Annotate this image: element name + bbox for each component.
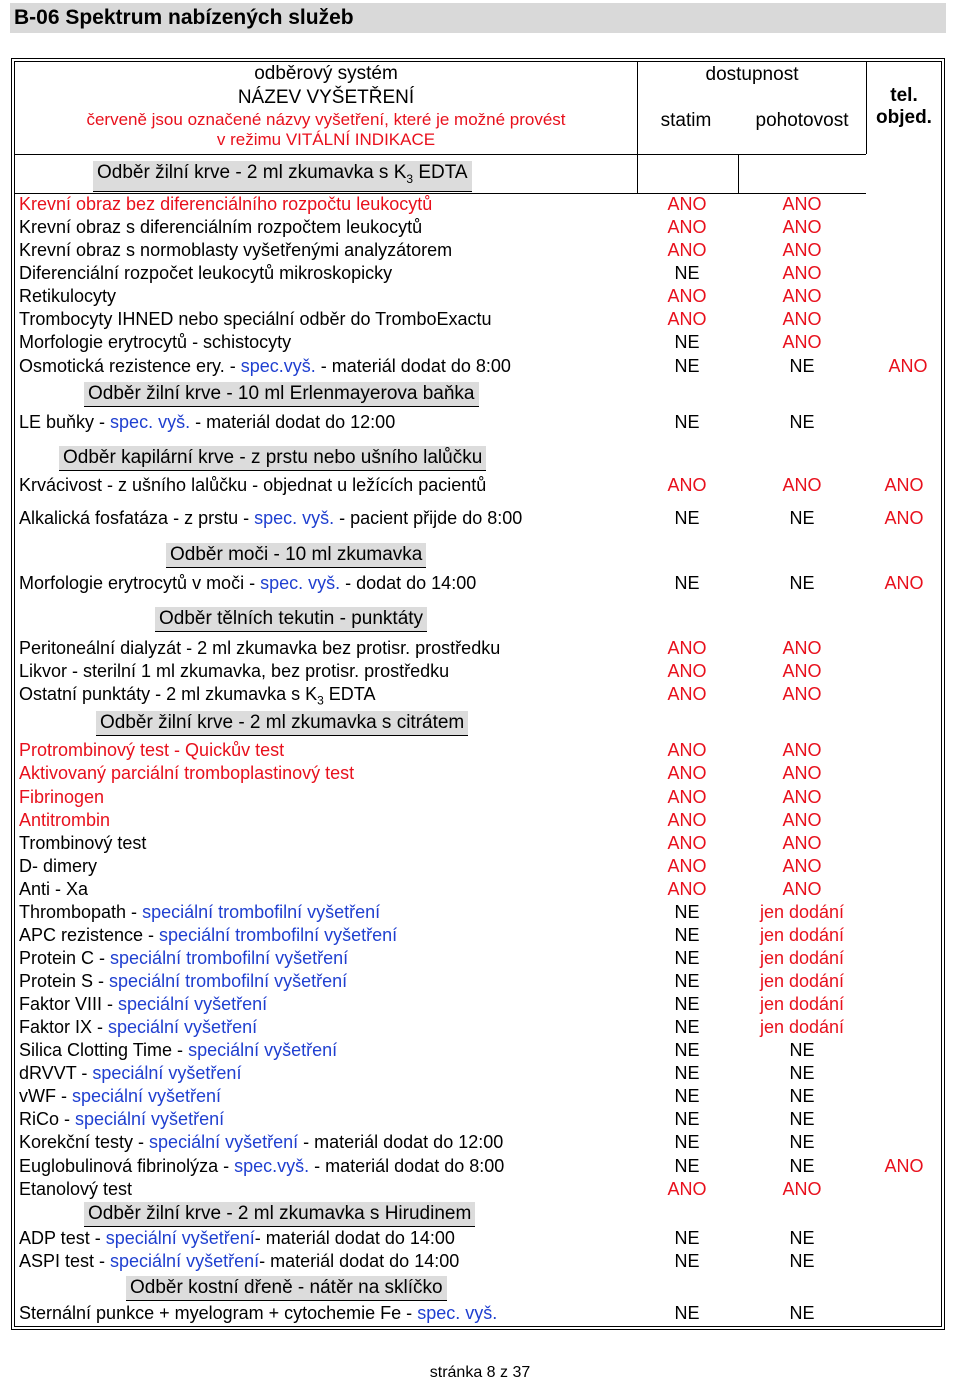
pohotovost-value: ANO	[782, 286, 822, 306]
test-name: Protein S - speciální trombofilní vyšetření	[19, 971, 348, 991]
test-name: APC rezistence - speciální trombofilní vyšetření	[19, 925, 398, 945]
pohotovost-value: ANO	[782, 263, 822, 283]
pohotovost-value: ANO	[782, 763, 822, 783]
pohotovost-value: ANO	[782, 740, 822, 760]
test-name: Protein C - speciální trombofilní vyšetření	[19, 948, 349, 968]
pohotovost-value: NE	[789, 1063, 815, 1083]
test-name: Antitrombin	[19, 810, 111, 830]
header-note: červeně jsou označené názvy vyšetření, které je možné provést	[86, 110, 566, 129]
pohotovost-value: ANO	[782, 879, 822, 899]
pohotovost-value: NE	[789, 1228, 815, 1248]
statim-value: ANO	[667, 194, 707, 214]
test-name: dRVVT - speciální vyšetření	[19, 1063, 242, 1083]
pohotovost-value: ANO	[782, 332, 822, 352]
test-name: LE buňky - spec. vyš. - materiál dodat do 12:00	[19, 412, 396, 432]
test-name: Faktor IX - speciální vyšetření	[19, 1017, 258, 1037]
pohotovost-value: NE	[789, 1132, 815, 1152]
statim-value: NE	[674, 332, 700, 352]
header-note-2: v režimu VITÁLNÍ INDIKACE	[216, 130, 436, 149]
test-name: Sternální punkce + myelogram + cytochemie Fe - spec. vyš.	[19, 1303, 498, 1323]
section-heading-citrat: Odběr žilní krve - 2 ml zkumavka s citrátem	[96, 711, 468, 736]
pohotovost-value: ANO	[782, 194, 822, 214]
pohotovost-value: NE	[789, 1086, 815, 1106]
test-name: Thrombopath - speciální trombofilní vyšetření	[19, 902, 381, 922]
statim-value: ANO	[667, 309, 707, 329]
test-name: Anti - Xa	[19, 879, 89, 899]
statim-value: NE	[674, 1017, 700, 1037]
test-name: Etanolový test	[19, 1179, 133, 1199]
header-name: NÁZEV VYŠETŘENÍ	[237, 87, 415, 108]
pohotovost-value: ANO	[782, 833, 822, 853]
statim-value: NE	[674, 1251, 700, 1271]
test-name: Protrombinový test - Quickův test	[19, 740, 285, 760]
pohotovost-value: ANO	[782, 810, 822, 830]
statim-value: NE	[674, 994, 700, 1014]
test-name: Osmotická rezistence ery. - spec.vyš. - materiál dodat do 8:00	[19, 356, 511, 376]
statim-value: ANO	[667, 763, 707, 783]
pohotovost-value: jen dodání	[759, 994, 845, 1014]
statim-value: ANO	[667, 879, 707, 899]
pohotovost-value: NE	[789, 508, 815, 528]
pohotovost-value: ANO	[782, 309, 822, 329]
pohotovost-value: ANO	[782, 475, 822, 495]
pohotovost-value: NE	[789, 1251, 815, 1271]
statim-value: NE	[674, 925, 700, 945]
test-name: ADP test - speciální vyšetření- materiál dodat do 14:00	[19, 1228, 455, 1248]
statim-value: NE	[674, 263, 700, 283]
test-name: vWF - speciální vyšetření	[19, 1086, 222, 1106]
tel-objed-value: ANO	[884, 1156, 924, 1176]
statim-value: ANO	[667, 286, 707, 306]
pohotovost-value: ANO	[782, 1179, 822, 1199]
header-dostupnost: dostupnost	[705, 64, 799, 85]
pohotovost-value: ANO	[782, 661, 822, 681]
header-pohotovost: pohotovost	[755, 110, 849, 131]
statim-value: ANO	[667, 661, 707, 681]
test-name: RiCo - speciální vyšetření	[19, 1109, 225, 1129]
statim-value: NE	[674, 1156, 700, 1176]
pohotovost-value: NE	[789, 573, 815, 593]
test-name: Krvácivost - z ušního lalůčku - objednat u ležících pacientů	[19, 475, 487, 495]
tel-objed-value: ANO	[884, 508, 924, 528]
test-name: D- dimery	[19, 856, 98, 876]
test-name: Korekční testy - speciální vyšetření - materiál dodat do 12:00	[19, 1132, 504, 1152]
pohotovost-value: jen dodání	[759, 948, 845, 968]
test-name: Trombinový test	[19, 833, 147, 853]
pohotovost-value: NE	[789, 412, 815, 432]
section-heading-kapilarni: Odběr kapilární krve - z prstu nebo ušního lalůčku	[59, 446, 486, 471]
tel-objed-value: ANO	[884, 573, 924, 593]
header-objed: objed.	[876, 107, 932, 128]
test-name: Diferenciální rozpočet leukocytů mikroskopicky	[19, 263, 393, 283]
pohotovost-value: ANO	[782, 787, 822, 807]
test-name: Krevní obraz bez diferenciálního rozpočtu leukocytů	[19, 194, 433, 214]
section-heading-erlenmayer: Odběr žilní krve - 10 ml Erlenmayerova baňka	[84, 382, 479, 407]
section-heading-moc: Odběr moči - 10 ml zkumavka	[166, 543, 426, 568]
section-heading-kostni-dren: Odběr kostní dřeně - nátěr na sklíčko	[126, 1276, 447, 1301]
page-title: B-06 Spektrum nabízených služeb	[10, 3, 946, 33]
pohotovost-value: NE	[789, 1109, 815, 1129]
tel-objed-value: ANO	[888, 356, 928, 376]
pohotovost-value: NE	[789, 1156, 815, 1176]
section-heading-edta: Odběr žilní krve - 2 ml zkumavka s $K_3$ EDTA	[93, 161, 472, 192]
pohotovost-value: ANO	[782, 856, 822, 876]
statim-value: NE	[674, 508, 700, 528]
test-name: Alkalická fosfatáza - z prstu - spec. vyš. - pacient přijde do 8:00	[19, 508, 523, 528]
statim-value: ANO	[667, 787, 707, 807]
statim-value: NE	[674, 1063, 700, 1083]
test-name: Peritoneální dialyzát - 2 ml zkumavka bez protisr. prostředku	[19, 638, 501, 658]
test-name: Silica Clotting Time - speciální vyšetření	[19, 1040, 338, 1060]
statim-value: ANO	[667, 475, 707, 495]
statim-value: NE	[674, 1132, 700, 1152]
pohotovost-value: jen dodání	[759, 1017, 845, 1037]
test-name: Morfologie erytrocytů v moči - spec. vyš. - dodat do 14:00	[19, 573, 477, 593]
statim-value: NE	[674, 971, 700, 991]
test-name: Krevní obraz s diferenciálním rozpočtem leukocytů	[19, 217, 423, 237]
statim-value: NE	[674, 902, 700, 922]
statim-value: NE	[674, 1040, 700, 1060]
statim-value: NE	[674, 1086, 700, 1106]
pohotovost-value: NE	[789, 356, 815, 376]
statim-value: NE	[674, 356, 700, 376]
statim-value: NE	[674, 1228, 700, 1248]
header-tel: tel.	[890, 85, 918, 106]
test-name: Faktor VIII - speciální vyšetření	[19, 994, 268, 1014]
pohotovost-value: NE	[789, 1040, 815, 1060]
pohotovost-value: jen dodání	[759, 902, 845, 922]
test-name: Aktivovaný parciální tromboplastinový test	[19, 763, 355, 783]
col-divider-mid	[738, 154, 739, 194]
pohotovost-value: ANO	[782, 217, 822, 237]
statim-value: ANO	[667, 833, 707, 853]
statim-value: ANO	[667, 740, 707, 760]
test-name: Likvor - sterilní 1 ml zkumavka, bez protisr. prostředku	[19, 661, 450, 681]
statim-value: ANO	[667, 1179, 707, 1199]
test-name: Ostatní punktáty - 2 ml zkumavka s $K_3$ EDTA	[19, 684, 376, 708]
statim-value: ANO	[667, 684, 707, 704]
statim-value: ANO	[667, 217, 707, 237]
statim-value: NE	[674, 948, 700, 968]
statim-value: NE	[674, 1109, 700, 1129]
page-footer: stránka 8 z 37	[429, 1364, 531, 1381]
statim-value: ANO	[667, 240, 707, 260]
pohotovost-value: jen dodání	[759, 971, 845, 991]
test-name: Euglobulinová fibrinolýza - spec.vyš. - materiál dodat do 8:00	[19, 1156, 505, 1176]
statim-value: ANO	[667, 638, 707, 658]
test-name: Retikulocyty	[19, 286, 117, 306]
statim-value: ANO	[667, 810, 707, 830]
section-heading-hirudin: Odběr žilní krve - 2 ml zkumavka s Hirudinem	[84, 1202, 475, 1227]
statim-value: NE	[674, 412, 700, 432]
pohotovost-value: NE	[789, 1303, 815, 1323]
test-name: Morfologie erytrocytů - schistocyty	[19, 332, 292, 352]
statim-value: ANO	[667, 856, 707, 876]
test-name: Trombocyty IHNED nebo speciální odběr do TromboExactu	[19, 309, 492, 329]
header-statim: statim	[660, 110, 712, 131]
test-name: Fibrinogen	[19, 787, 105, 807]
section-heading-punktaty: Odběr tělních tekutin - punktáty	[155, 607, 427, 632]
statim-value: NE	[674, 1303, 700, 1323]
header-system: odběrový systém	[254, 63, 398, 84]
pohotovost-value: ANO	[782, 638, 822, 658]
pohotovost-value: jen dodání	[759, 925, 845, 945]
test-name: ASPI test - speciální vyšetření- materiál dodat do 14:00	[19, 1251, 460, 1271]
pohotovost-value: ANO	[782, 240, 822, 260]
test-name: Krevní obraz s normoblasty vyšetřenými analyzátorem	[19, 240, 453, 260]
pohotovost-value: ANO	[782, 684, 822, 704]
statim-value: NE	[674, 573, 700, 593]
tel-objed-value: ANO	[884, 475, 924, 495]
